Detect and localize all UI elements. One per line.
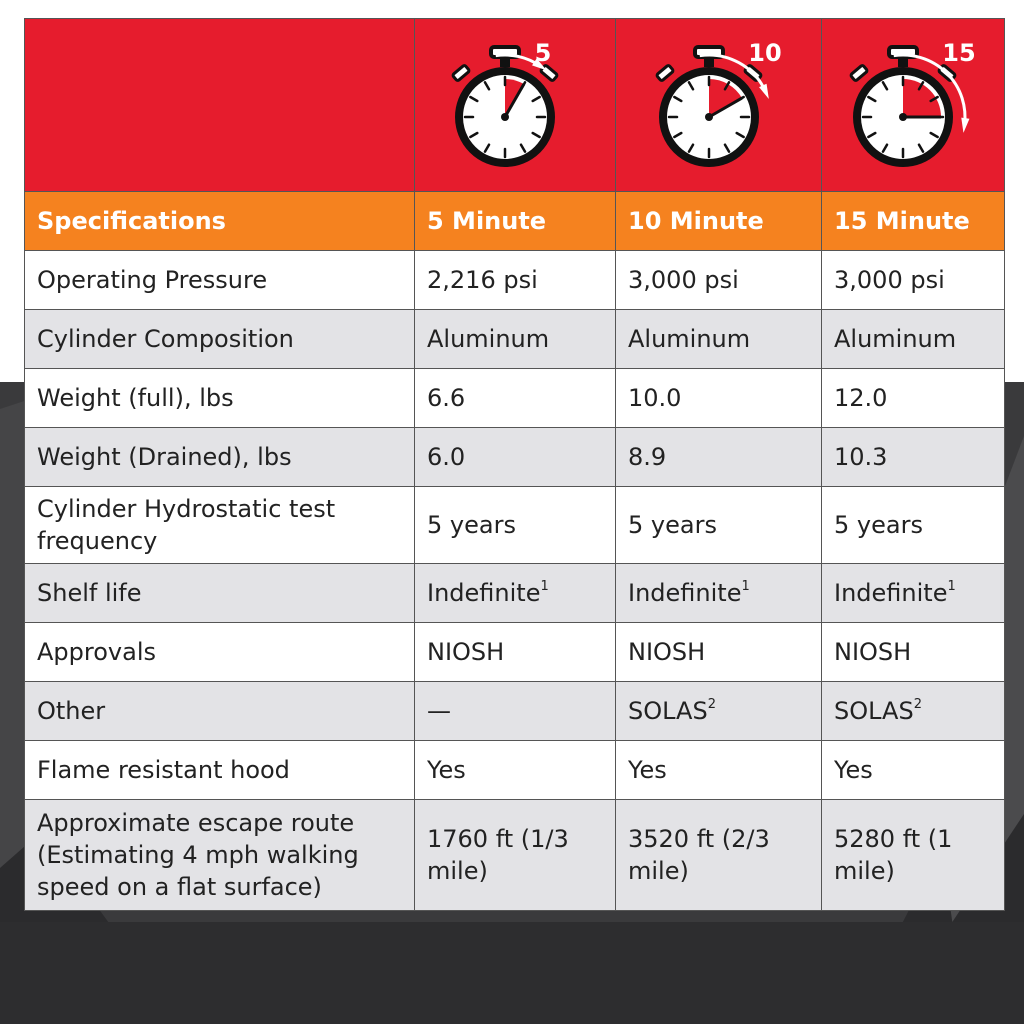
empty-header-cell (25, 19, 415, 192)
spec-value (616, 428, 822, 487)
specifications-table (24, 18, 1005, 911)
table-row (25, 741, 1005, 800)
spec-value (822, 682, 1005, 741)
value-text: SOLAS (834, 697, 914, 725)
stopwatch-button (656, 65, 673, 81)
footnote-marker: 2 (913, 697, 922, 712)
spec-label: Weight (Drained), lbs (25, 428, 415, 487)
value-text: 1760 ft (1/3 mile) (427, 825, 569, 885)
arrow-head (759, 84, 769, 99)
stopwatch-icon (435, 25, 595, 185)
footnote-marker: 1 (540, 579, 549, 594)
stopwatch-stem (704, 55, 714, 67)
stopwatch-pivot (705, 113, 713, 121)
value-text: 3,000 psi (628, 266, 739, 294)
timer-cell (822, 19, 1005, 192)
value-text: 10.0 (628, 384, 682, 412)
value-text: 6.0 (427, 443, 466, 471)
value-text: 10.3 (834, 443, 888, 471)
value-text: Aluminum (628, 325, 751, 353)
spec-value (616, 564, 822, 623)
spec-value (822, 369, 1005, 428)
spec-value (616, 369, 822, 428)
stopwatch-stem (500, 55, 510, 67)
value-text: Yes (427, 756, 466, 784)
stopwatch-icon (833, 25, 993, 185)
spec-value (415, 428, 616, 487)
spec-value (822, 564, 1005, 623)
value-text: Yes (834, 756, 873, 784)
value-text: 8.9 (628, 443, 667, 471)
table-row (25, 251, 1005, 310)
value-text: — (427, 697, 451, 725)
footnote-marker: 1 (947, 579, 956, 594)
spec-value (822, 310, 1005, 369)
stopwatch-stem (898, 55, 908, 67)
timer-minutes-label: 10 (747, 39, 782, 67)
arrow-head (961, 118, 969, 133)
timer-minutes-label: 15 (942, 39, 976, 67)
spec-value (616, 800, 822, 911)
spec-label: Cylinder Hydrostatic test frequency (25, 487, 415, 564)
spec-value (415, 800, 616, 911)
spec-label: Cylinder Composition (25, 310, 415, 369)
spec-value (822, 251, 1005, 310)
spec-value (822, 428, 1005, 487)
spec-label: Operating Pressure (25, 251, 415, 310)
spec-value (616, 741, 822, 800)
stopwatch-button (850, 65, 867, 81)
table-row (25, 800, 1005, 911)
spec-value (822, 741, 1005, 800)
value-text: Indefinite (628, 579, 742, 607)
spec-value (415, 310, 616, 369)
value-text: Yes (628, 756, 667, 784)
spec-label: Other (25, 682, 415, 741)
header-15-minute: 15 Minute (822, 192, 1005, 251)
value-text: 5 years (834, 511, 923, 539)
value-text: 2,216 psi (427, 266, 538, 294)
timer-minutes-label: 5 (534, 39, 552, 67)
spec-label: Weight (full), lbs (25, 369, 415, 428)
stopwatch-icon (639, 25, 799, 185)
spec-value (616, 682, 822, 741)
spec-value (616, 623, 822, 682)
value-text: Aluminum (834, 325, 957, 353)
value-text: Aluminum (427, 325, 550, 353)
spec-value (415, 487, 616, 564)
spec-label: Shelf life (25, 564, 415, 623)
timer-cell (415, 19, 616, 192)
value-text: NIOSH (834, 638, 912, 666)
spec-label: Flame resistant hood (25, 741, 415, 800)
value-text: Indefinite (834, 579, 948, 607)
table-row (25, 623, 1005, 682)
timer-cell (616, 19, 822, 192)
value-text: 12.0 (834, 384, 888, 412)
value-text: NIOSH (628, 638, 706, 666)
header-5-minute: 5 Minute (415, 192, 616, 251)
spec-value (822, 487, 1005, 564)
value-text: NIOSH (427, 638, 505, 666)
stopwatch-button (452, 65, 469, 81)
value-text: 3520 ft (2/3 mile) (628, 825, 770, 885)
header-specifications: Specifications (25, 192, 415, 251)
timer-icon-row (25, 19, 1005, 192)
value-text: 5 years (628, 511, 717, 539)
spec-label: Approximate escape route (Estimating 4 mph walking speed on a flat surface) (25, 800, 415, 911)
spec-value (415, 564, 616, 623)
table-row (25, 369, 1005, 428)
table-row (25, 310, 1005, 369)
value-text: 5280 ft (1 mile) (834, 825, 953, 885)
value-text: 5 years (427, 511, 516, 539)
value-text: Indefinite (427, 579, 541, 607)
table-row (25, 428, 1005, 487)
footnote-marker: 1 (741, 579, 750, 594)
footnote-marker: 2 (707, 697, 716, 712)
bottom-band (0, 922, 1024, 1024)
table-row (25, 487, 1005, 564)
spec-value (822, 800, 1005, 911)
stopwatch-pivot (501, 113, 509, 121)
spec-value (415, 251, 616, 310)
spec-value (616, 310, 822, 369)
spec-value (415, 623, 616, 682)
header-10-minute: 10 Minute (616, 192, 822, 251)
spec-label: Approvals (25, 623, 415, 682)
table-row (25, 564, 1005, 623)
spec-value (616, 251, 822, 310)
value-text: 3,000 psi (834, 266, 945, 294)
spec-value (415, 369, 616, 428)
spec-value (822, 623, 1005, 682)
spec-value (415, 741, 616, 800)
stopwatch-pivot (899, 113, 907, 121)
spec-value (415, 682, 616, 741)
value-text: 6.6 (427, 384, 466, 412)
header-row (25, 192, 1005, 251)
value-text: SOLAS (628, 697, 708, 725)
spec-value (616, 487, 822, 564)
table-row (25, 682, 1005, 741)
